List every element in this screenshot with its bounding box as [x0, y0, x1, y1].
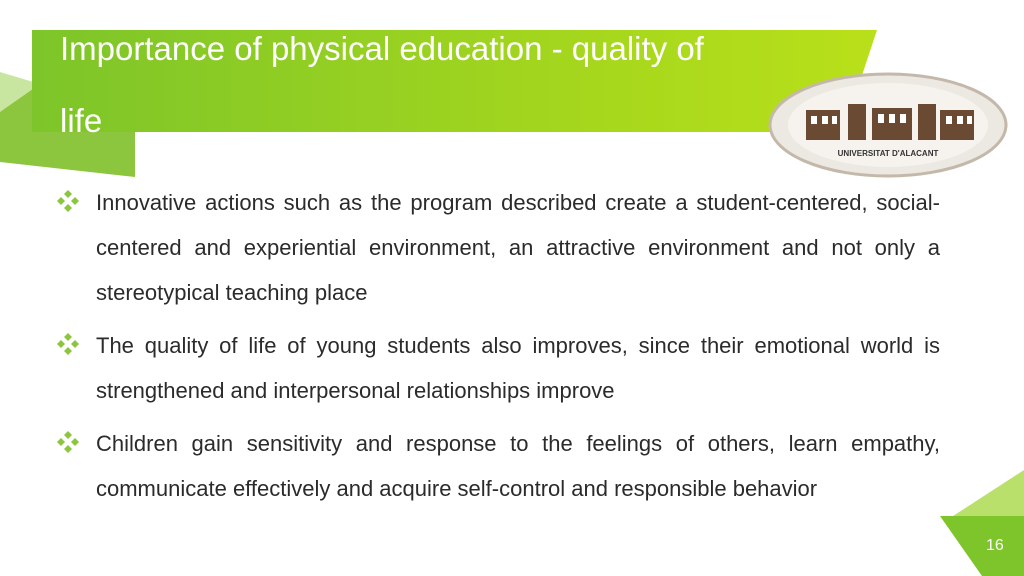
bullet-item: [56, 421, 940, 511]
bullet-item: [56, 180, 940, 315]
page-number: 16: [986, 537, 1004, 554]
bullet-text: The quality of life of young students also improves, since their emotional world is strengthened and interpersonal relationships improve: [96, 333, 940, 403]
bullet-list: [56, 180, 940, 519]
diamond-bullet-icon: [56, 332, 80, 356]
diamond-bullet-icon: [56, 430, 80, 454]
bullet-text: Innovative actions such as the program described create a student-centered, social-centered and experiential environment, an attractive environment and not only a stereotypical teaching place: [96, 190, 940, 305]
bottom-right-decoration: [930, 470, 1024, 576]
bullet-item: [56, 323, 940, 413]
bullet-text: Children gain sensitivity and response to the feelings of others, learn empathy, communicate effectively and acquire self-control and responsible behavior: [96, 431, 940, 501]
slide-title-line-1: Importance of physical education - quality of: [60, 30, 704, 67]
diamond-bullet-icon: [56, 189, 80, 213]
university-logo: [768, 72, 1008, 178]
slide-title-line-2: life: [60, 102, 103, 139]
svg-text:UNIVERSITAT D'ALACANT: UNIVERSITAT D'ALACANT: [837, 149, 939, 158]
